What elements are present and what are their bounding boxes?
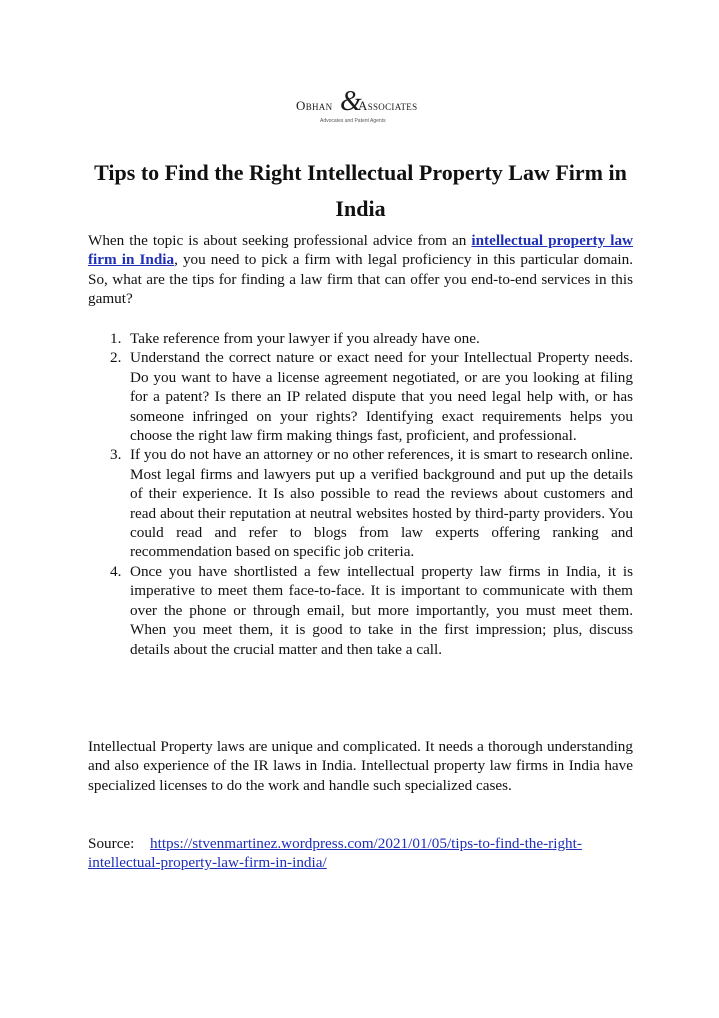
list-item-text: Understand the correct nature or exact need for your Intellectual Property needs. Do you want to have a license agreement negotiated, or are you looking at filing for a patent? Is there an IP related dispute that you need legal help with, or has someone infringed on your rights? Identifying exact requirements helps you choose the right law firm making things fast, proficient, and professional. <box>130 349 633 445</box>
list-item-text: Take reference from your lawyer if you already have one. <box>130 330 480 347</box>
intro-paragraph <box>88 231 633 309</box>
source-label: Source: <box>88 835 135 852</box>
company-logo <box>296 86 436 132</box>
ip-law-firm-link[interactable]: intellectual property law firm in India <box>88 232 634 269</box>
list-item-number: 3. <box>110 446 122 464</box>
intro-text-after-link: , you need to pick a firm with legal proficiency in this particular domain. So, what are the tips for finding a law firm that can offer you end-to-end services in this gamut? <box>88 251 634 308</box>
list-item <box>88 562 633 659</box>
conclusion-paragraph: Intellectual Property laws are unique and complicated. It needs a thorough understanding and also experience of the IR laws in India. Intellectual property law firms in India have specialized licenses to do the work and handle such specialized cases. <box>88 738 633 794</box>
source-paragraph <box>88 834 633 873</box>
document-title: Tips to Find the Right Intellectual Property Law Firm in India <box>94 160 627 221</box>
list-item-text: If you do not have an attorney or no other references, it is smart to research online. Most legal firms and lawyers put up a verified background and put up the details of their experience. It Is also possible to read the reviews about customers and read about their reputation at neutral websites hosted by third-party providers. You could read and refer to blogs from law experts offering ranking and recommendation based on specific job criteria. <box>130 446 633 561</box>
logo-word-obhan: Obhan <box>296 98 333 113</box>
list-item-text: Once you have shortlisted a few intellectual property law firms in India, it is imperative to meet them face-to-face. It is important to communicate with them over the phone or through email, but more importantly, you must meet them. When you meet them, it is good to take in the first impression; plus, discuss details about the crucial matter and then take a call. <box>130 562 633 658</box>
logo-wordmark <box>296 86 436 117</box>
logo-tagline: Advocates and Patent Agents <box>320 118 386 124</box>
list-item <box>88 348 633 445</box>
source-link[interactable]: https://stvenmartinez.wordpress.com/2021/01/05/tips-to-find-the-right-intellectual-property-law-firm-in-india/ <box>88 835 582 872</box>
list-item-number: 4. <box>110 562 122 580</box>
list-item <box>88 445 633 561</box>
list-item <box>88 329 633 348</box>
logo-word-associates: Associates <box>358 98 418 113</box>
logo-ampersand: & <box>340 86 362 117</box>
list-item-number: 2. <box>110 349 122 367</box>
intro-text-before-link: When the topic is about seeking professional advice from an <box>88 232 472 249</box>
tips-list <box>88 329 633 659</box>
list-item-number: 1. <box>110 330 122 347</box>
